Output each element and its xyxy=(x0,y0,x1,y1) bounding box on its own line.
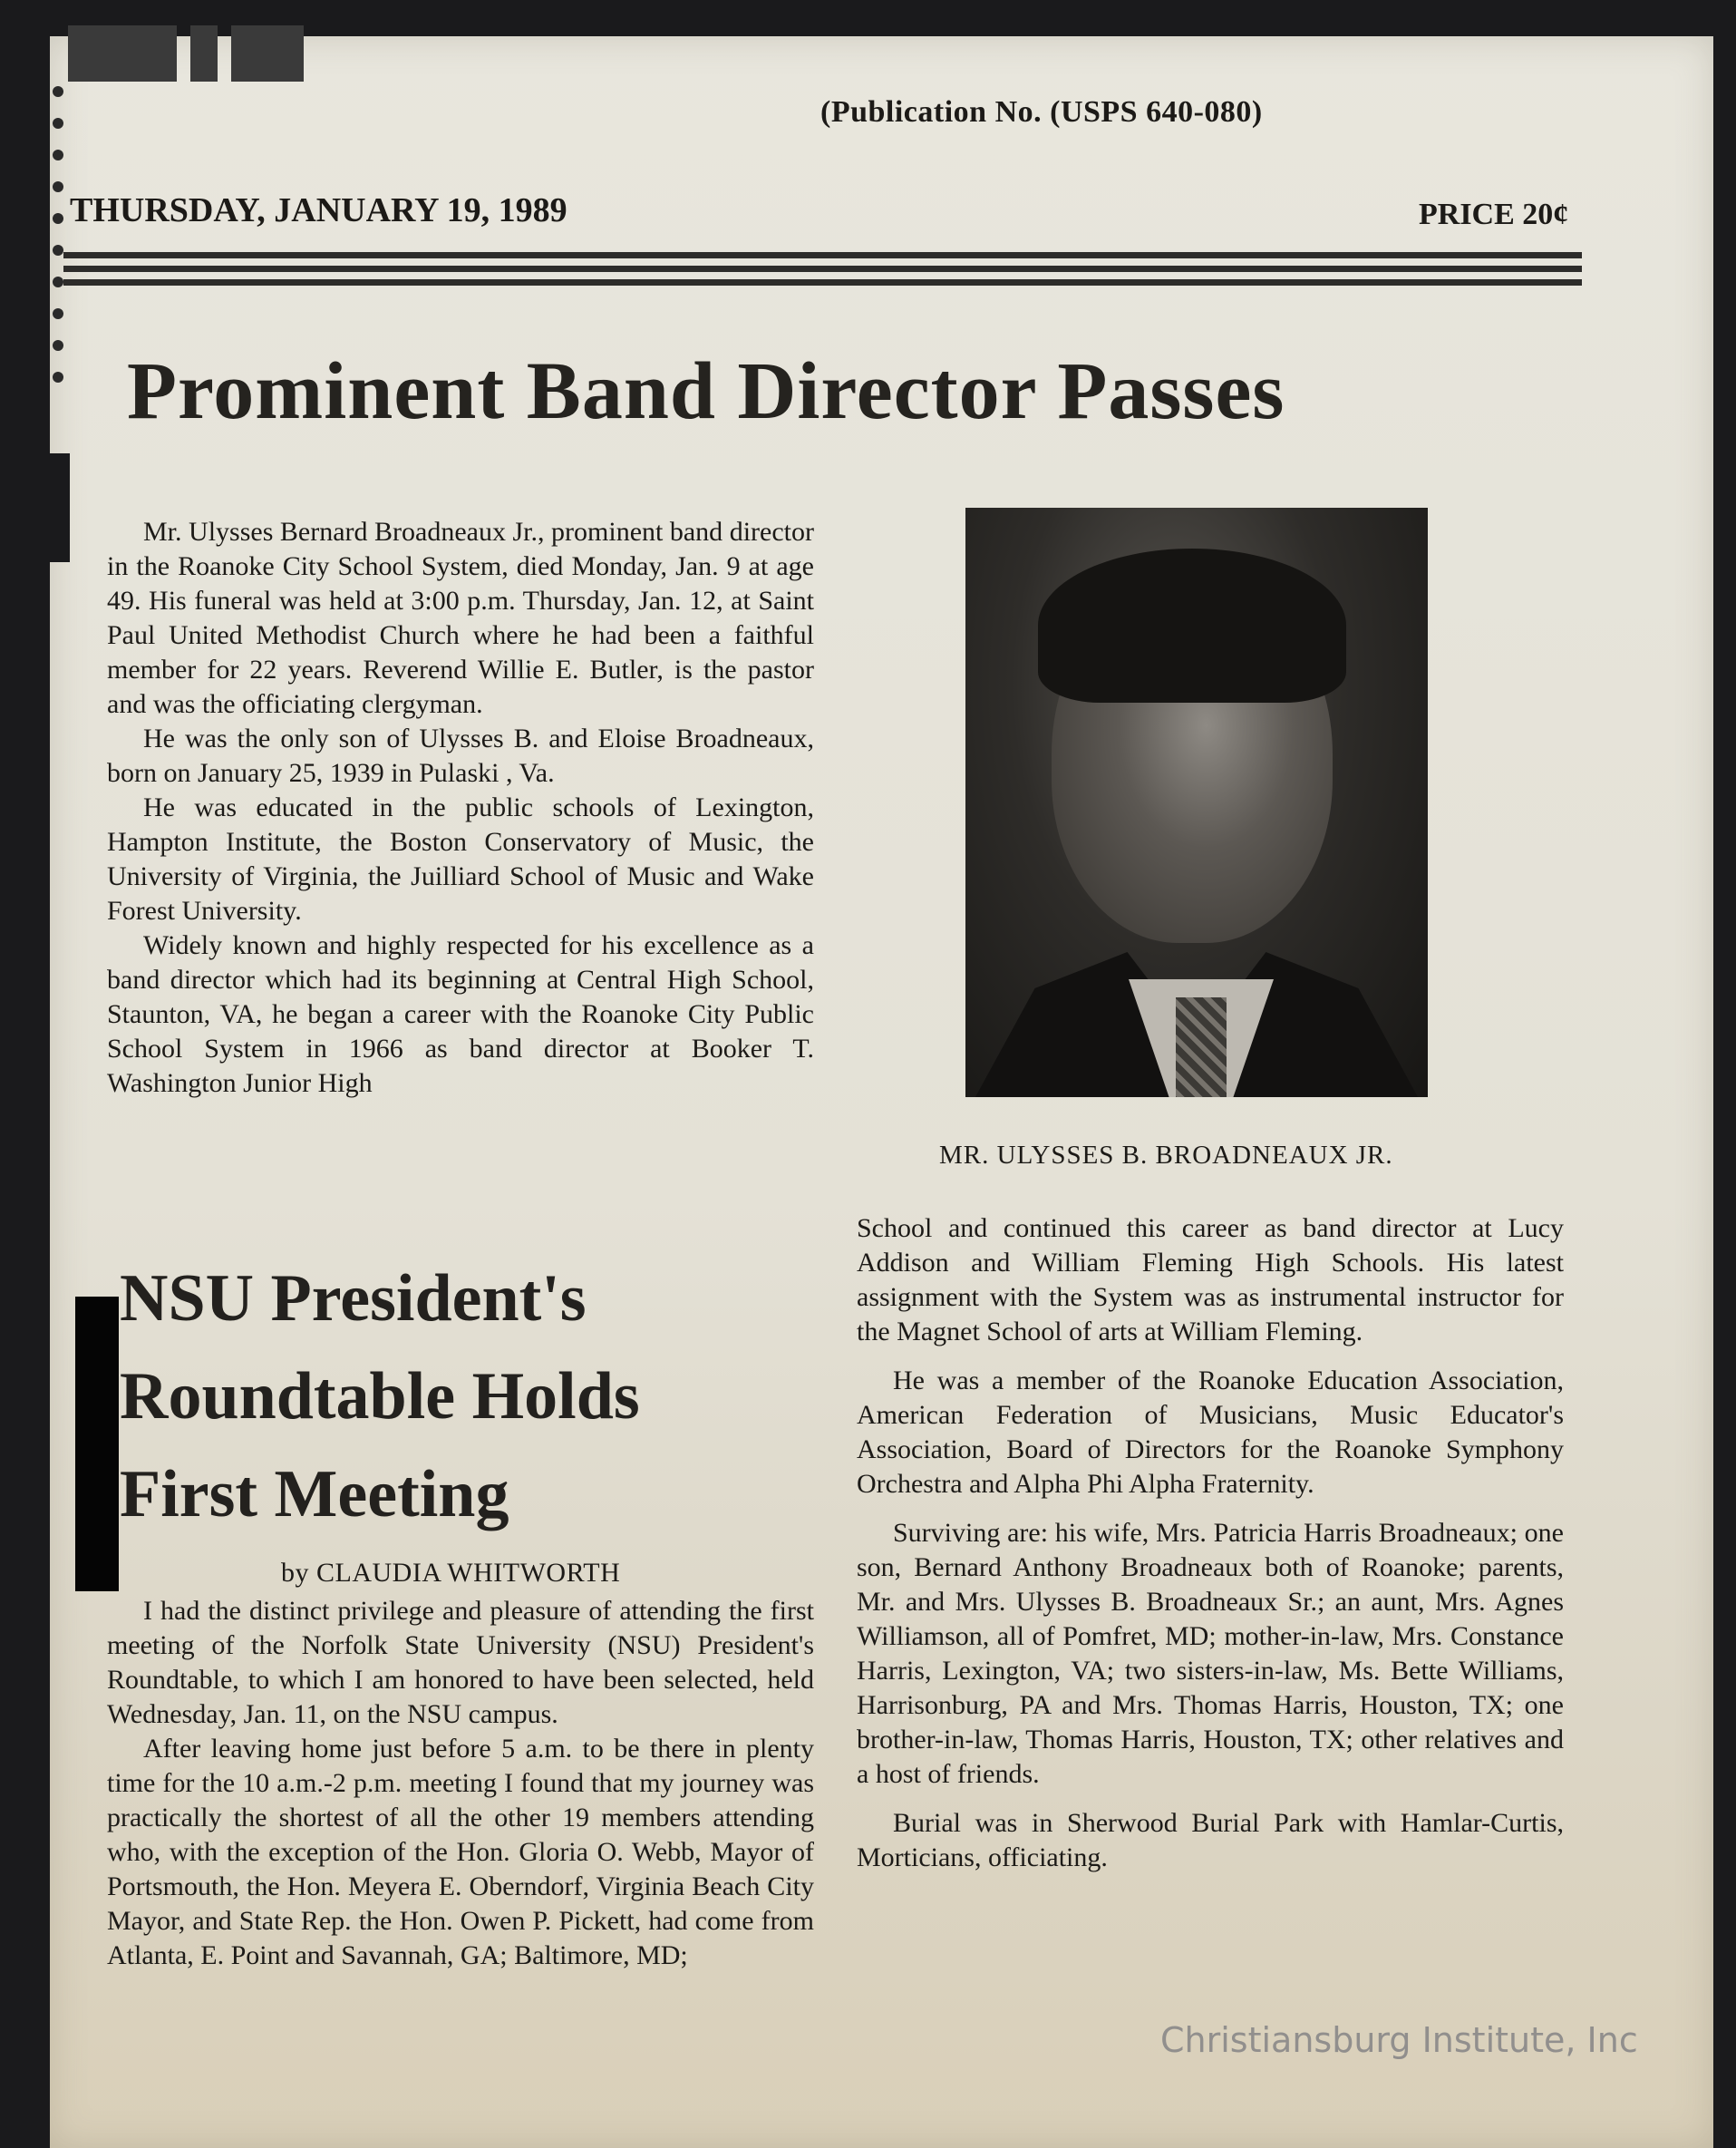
headline-line: First Meeting xyxy=(120,1457,509,1531)
issue-date: THURSDAY, JANUARY 19, 1989 xyxy=(70,191,567,229)
article-paragraph: He was educated in the public schools of Lexington, Hampton Institute, the Boston Conservatory of Music, the University of Virginia, the Juilliard School of Music and Wake Forest University. xyxy=(107,792,814,926)
headline-line: Roundtable Holds xyxy=(120,1359,640,1434)
perforation-dot xyxy=(53,245,63,256)
byline: by CLAUDIA WHITWORTH xyxy=(281,1558,621,1588)
article-column-left xyxy=(107,515,814,1101)
portrait-tie xyxy=(1176,997,1227,1097)
photo-caption: MR. ULYSSES B. BROADNEAUX JR. xyxy=(939,1141,1393,1170)
masthead-fragment xyxy=(68,25,177,82)
portrait-hair xyxy=(1038,549,1346,703)
publication-number: (Publication No. (USPS 640-080) xyxy=(820,95,1263,129)
portrait-photo xyxy=(965,508,1428,1097)
article-paragraph: Mr. Ulysses Bernard Broadneaux Jr., prominent band director in the Roanoke City School System, died Monday, Jan. 9 at age 49. His funeral was held at 3:00 p.m. Thursday, Jan. 12, at Saint Paul United Methodist Church where he had been a faithful member for 22 years. Reverend Willie E. Butler, is the pastor and was the officiating clergyman. xyxy=(107,517,814,719)
perforation-dot xyxy=(53,86,63,97)
torn-edge xyxy=(50,453,70,562)
article-paragraph: After leaving home just before 5 a.m. to be there in plenty time for the 10 a.m.-2 p.m. meeting I found that my journey was practically the shortest of all the other 19 members attending who, with the exception of the Hon. Gloria O. Webb, Mayor of Portsmouth, the Hon. Meyera E. Oberndorf, Virginia Beach City Mayor, and State Rep. the Hon. Owen P. Pickett, had come from Atlanta, E. Point and Savannah, GA; Baltimore, MD; xyxy=(107,1734,814,1970)
article-paragraph: He was a member of the Roanoke Education Association, American Federation of Musicians, Music Educator's Association, Board of Directors for the Roanoke Symphony Orchestra and Alpha Phi Alpha Fraternity. xyxy=(857,1366,1564,1499)
perforation-dot xyxy=(53,118,63,129)
perforation-dot xyxy=(53,340,63,351)
issue-price: PRICE 20¢ xyxy=(1419,198,1569,231)
watermark: Christiansburg Institute, Inc xyxy=(1160,2020,1638,2060)
masthead-rule xyxy=(63,266,1582,272)
masthead-rule xyxy=(63,279,1582,286)
perforation-dot xyxy=(53,277,63,287)
perforation-dot xyxy=(53,213,63,224)
article-paragraph: He was the only son of Ulysses B. and Eloise Broadneaux, born on January 25, 1939 in Pulaski , Va. xyxy=(107,724,814,788)
article2-headline xyxy=(120,1249,640,1543)
article-headline: Prominent Band Director Passes xyxy=(127,346,1285,436)
headline-line: NSU President's xyxy=(120,1261,587,1336)
article-paragraph: Burial was in Sherwood Burial Park with Hamlar-Curtis, Morticians, officiating. xyxy=(857,1808,1564,1872)
article-paragraph: Widely known and highly respected for his excellence as a band director which had its beginning at Central High School, Staunton, VA, he began a career with the Roanoke City Public School System in 1966 as band director at Booker T. Washington Junior High xyxy=(107,930,814,1098)
article-paragraph: School and continued this career as band director at Lucy Addison and William Fleming High Schools. His latest assignment with the System was as instrumental instructor for the Magnet School of arts at William Fleming. xyxy=(857,1213,1564,1346)
masthead-fragment xyxy=(190,25,218,82)
perforation-dot xyxy=(53,308,63,319)
perforation-dot xyxy=(53,181,63,192)
masthead-rule xyxy=(63,252,1582,258)
perforation-dot xyxy=(53,372,63,383)
article-paragraph: I had the distinct privilege and pleasure of attending the first meeting of the Norfolk State University (NSU) President's Roundtable, to which I am honored to have been selected, held Wednesday, Jan. 11, on the NSU campus. xyxy=(107,1596,814,1729)
article2-column xyxy=(107,1594,814,2138)
article-column-right xyxy=(857,1211,1564,1875)
perforation-dot xyxy=(53,150,63,160)
article-paragraph: Surviving are: his wife, Mrs. Patricia Harris Broadneaux; one son, Bernard Anthony Broadneaux both of Roanoke; parents, Mr. and Mrs. Ulysses B. Broadneaux Sr.; an aunt, Mrs. Agnes Williamson, all of Pomfret, MD; mother-in-law, Mrs. Constance Harris, Lexington, VA; two sisters-in-law, Ms. Bette Williams, Harrisonburg, PA and Mrs. Thomas Harris, Houston, TX; one brother-in-law, Thomas Harris, Houston, TX; other relatives and a host of friends. xyxy=(857,1518,1564,1789)
redaction-bar xyxy=(75,1297,119,1591)
masthead-fragment xyxy=(231,25,304,82)
